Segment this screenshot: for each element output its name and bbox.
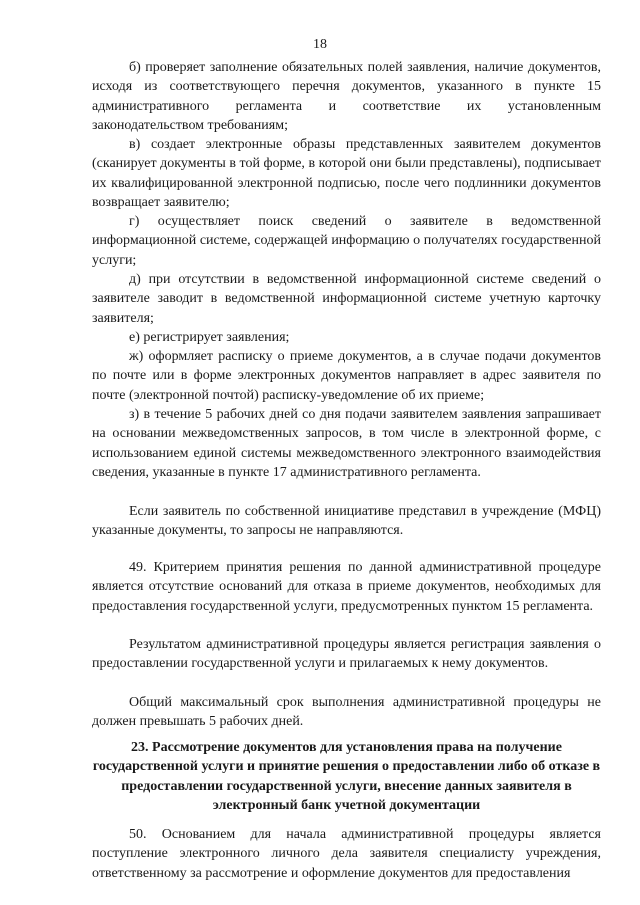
paragraph-z: з) в течение 5 рабочих дней со дня подачи заявителем заявления запрашивает на основании межведомственных запросов, в том числе в электронной форме, с использованием единой системы межведомственного электронного взаимодействия сведения, указанные в пункте 17 административного регламента. [92, 407, 601, 480]
paragraph-g: г) осуществляет поиск сведений о заявителе в ведомственной информационной системе, содержащей информацию о получателях государственной услуги; [92, 214, 601, 268]
paragraph-e: е) регистрирует заявления; [129, 330, 290, 345]
paragraph-if-applicant: Если заявитель по собственной инициативе представил в учреждение (МФЦ) указанные документы, то запросы не направляются. [92, 504, 601, 539]
paragraph-result: Результатом административной процедуры является регистрация заявления о предоставлении государственной услуги и прилагаемых к нему документов. [92, 637, 601, 672]
paragraph-49: 49. Критерием принятия решения по данной административной процедуре является отсутствие оснований для отказа в приеме документов, необходимых для предоставления государственной услуги, предусмотренных пунктом 15 регламента. [92, 560, 601, 614]
paragraph-zh: ж) оформляет расписку о приеме документов, а в случае подачи документов по почте или в форме электронных документов направляет в адрес заявителя по почте (электронной почтой) расписку-уведомление об их приеме; [92, 349, 601, 403]
page-number: 18 [313, 37, 327, 52]
paragraph-max-term: Общий максимальный срок выполнения административной процедуры не должен превышать 5 рабочих дней. [92, 695, 601, 730]
paragraph-d: д) при отсутствии в ведомственной информационной системе сведений о заявителе заводит в ведомственной информационной системе учетную карточку заявителя; [92, 272, 601, 326]
paragraph-v: в) создает электронные образы представленных заявителем документов (сканирует документы в той форме, в которой они были представлены), подписывает их квалифицированной электронной подписью, после чего подлинники документов возвращает заявителю; [92, 137, 601, 210]
section-heading-23: 23. Рассмотрение документов для установления права на получение государственной услуги и принятие решения о предоставлении либо об отказе в предоставлении государственной услуги, внесение данных заявителя в электронный банк учетной документации [92, 740, 601, 813]
paragraph-50: 50. Основанием для начала административной процедуры является поступление электронного личного дела заявителя специалисту учреждения, ответственному за рассмотрение и оформление документов для предоставления [92, 827, 601, 881]
paragraph-b: б) проверяет заполнение обязательных полей заявления, наличие документов, исходя из соответствующего перечня документов, указанного в пункте 15 административного регламента и соответствие их установленным законодательством требованиям; [92, 60, 601, 133]
